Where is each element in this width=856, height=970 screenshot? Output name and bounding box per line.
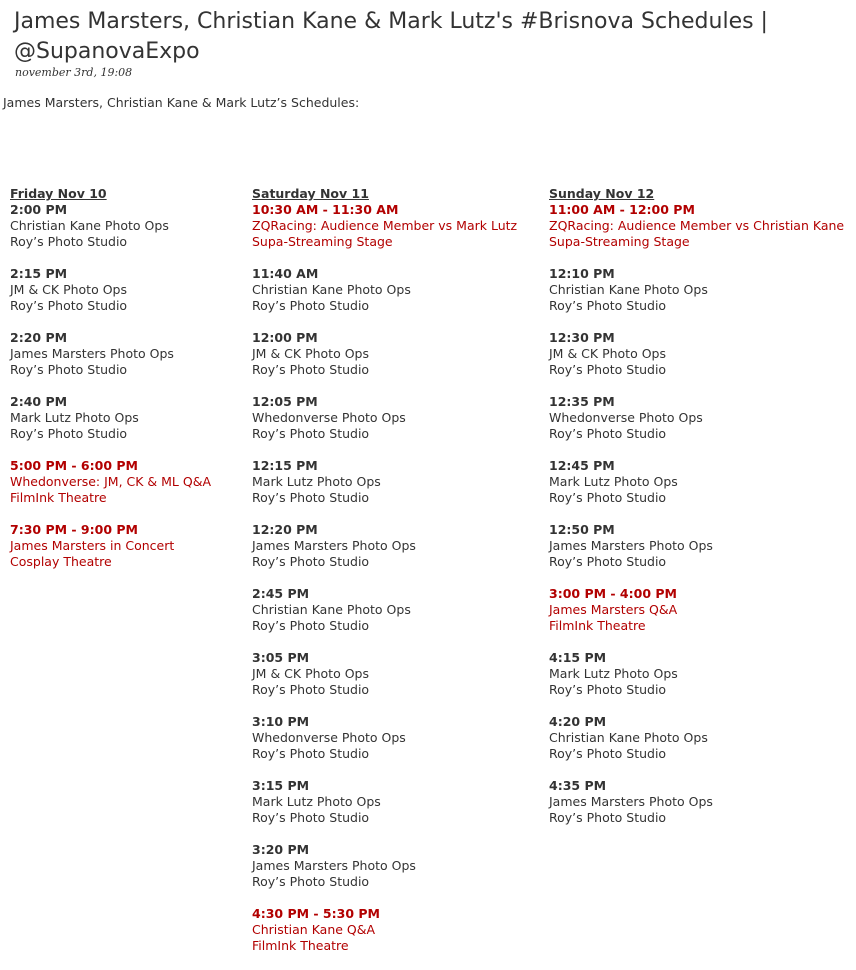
event-time: 4:15 PM (549, 650, 607, 665)
post-date: november 3rd, 19:08 (15, 66, 133, 79)
schedule-event (252, 522, 542, 570)
event-title: Christian Kane Q&A (252, 922, 376, 937)
day-header: Saturday Nov 11 (252, 186, 369, 201)
event-title: Whedonverse: JM, CK & ML Q&A (10, 474, 211, 489)
post-title[interactable]: James Marsters, Christian Kane & Mark Lutz's #Brisnova Schedules | @SupanovaExpo (14, 9, 768, 64)
event-location: FilmInk Theatre (252, 938, 349, 953)
event-location: Roy’s Photo Studio (10, 234, 128, 249)
event-time: 12:50 PM (549, 522, 615, 537)
schedule-event (549, 586, 849, 634)
event-location: Roy’s Photo Studio (252, 490, 370, 505)
event-title: JM & CK Photo Ops (549, 346, 666, 361)
event-time: 12:30 PM (549, 330, 615, 345)
schedule-column-sunday (549, 186, 849, 842)
event-time: 4:30 PM - 5:30 PM (252, 906, 380, 921)
schedule-event (252, 714, 542, 762)
event-title: Mark Lutz Photo Ops (252, 794, 381, 809)
event-location: Supa-Streaming Stage (252, 234, 393, 249)
event-title: Christian Kane Photo Ops (549, 730, 708, 745)
event-time: 12:15 PM (252, 458, 318, 473)
event-title: Christian Kane Photo Ops (252, 282, 411, 297)
event-location: Roy’s Photo Studio (549, 810, 667, 825)
event-time: 5:00 PM - 6:00 PM (10, 458, 138, 473)
intro-text: James Marsters, Christian Kane & Mark Lutz’s Schedules: (3, 95, 360, 110)
event-time: 3:00 PM - 4:00 PM (549, 586, 677, 601)
schedule-event (549, 650, 849, 698)
event-time: 12:05 PM (252, 394, 318, 409)
event-location: Roy’s Photo Studio (252, 746, 370, 761)
event-time: 12:45 PM (549, 458, 615, 473)
event-time: 3:20 PM (252, 842, 310, 857)
event-title: James Marsters Photo Ops (10, 346, 174, 361)
schedule-event (10, 266, 245, 314)
event-title: James Marsters Photo Ops (549, 538, 713, 553)
event-title: JM & CK Photo Ops (252, 346, 369, 361)
event-time: 12:10 PM (549, 266, 615, 281)
schedule-event (252, 906, 542, 954)
schedule-event (252, 202, 542, 250)
event-location: Roy’s Photo Studio (10, 426, 128, 441)
event-title: Christian Kane Photo Ops (10, 218, 169, 233)
event-time: 4:35 PM (549, 778, 607, 793)
event-location: Roy’s Photo Studio (549, 746, 667, 761)
event-title: Whedonverse Photo Ops (252, 410, 406, 425)
event-title: JM & CK Photo Ops (252, 666, 369, 681)
event-location: FilmInk Theatre (10, 490, 107, 505)
event-title: ZQRacing: Audience Member vs Mark Lutz (252, 218, 518, 233)
event-location: Roy’s Photo Studio (549, 554, 667, 569)
event-time: 12:20 PM (252, 522, 318, 537)
event-title: James Marsters Q&A (549, 602, 678, 617)
event-title: Mark Lutz Photo Ops (10, 410, 139, 425)
schedule-event (252, 586, 542, 634)
schedule-event (549, 394, 849, 442)
event-title: Whedonverse Photo Ops (252, 730, 406, 745)
schedule-event (549, 330, 849, 378)
event-location: Roy’s Photo Studio (10, 362, 128, 377)
event-title: Christian Kane Photo Ops (549, 282, 708, 297)
schedule-event (549, 522, 849, 570)
event-time: 12:00 PM (252, 330, 318, 345)
day-header: Friday Nov 10 (10, 186, 107, 201)
event-time: 11:00 AM - 12:00 PM (549, 202, 695, 217)
event-location: Roy’s Photo Studio (252, 426, 370, 441)
event-location: Roy’s Photo Studio (252, 874, 370, 889)
event-title: James Marsters Photo Ops (549, 794, 713, 809)
event-location: Roy’s Photo Studio (252, 682, 370, 697)
event-time: 10:30 AM - 11:30 AM (252, 202, 399, 217)
event-time: 2:15 PM (10, 266, 68, 281)
schedule-event (252, 394, 542, 442)
event-title: James Marsters Photo Ops (252, 538, 416, 553)
schedule-event (252, 650, 542, 698)
event-location: Roy’s Photo Studio (252, 810, 370, 825)
event-time: 4:20 PM (549, 714, 607, 729)
schedule-event (549, 778, 849, 826)
event-location: Roy’s Photo Studio (10, 298, 128, 313)
event-title: James Marsters in Concert (10, 538, 175, 553)
event-location: Roy’s Photo Studio (252, 362, 370, 377)
day-header: Sunday Nov 12 (549, 186, 655, 201)
event-time: 3:10 PM (252, 714, 310, 729)
event-location: Roy’s Photo Studio (252, 554, 370, 569)
event-location: Roy’s Photo Studio (549, 682, 667, 697)
event-time: 2:45 PM (252, 586, 310, 601)
event-location: Roy’s Photo Studio (549, 490, 667, 505)
schedule-event (10, 522, 245, 570)
schedule-column-friday (10, 186, 245, 586)
schedule-event (549, 714, 849, 762)
schedule-event (549, 266, 849, 314)
event-location: Roy’s Photo Studio (549, 362, 667, 377)
schedule-event (10, 330, 245, 378)
schedule-event (549, 458, 849, 506)
schedule-event (252, 778, 542, 826)
event-title: Christian Kane Photo Ops (252, 602, 411, 617)
schedule-event (252, 330, 542, 378)
schedule-event (252, 458, 542, 506)
event-time: 12:35 PM (549, 394, 615, 409)
event-location: FilmInk Theatre (549, 618, 646, 633)
event-time: 2:00 PM (10, 202, 68, 217)
event-title: James Marsters Photo Ops (252, 858, 416, 873)
event-time: 11:40 AM (252, 266, 319, 281)
schedule-event (10, 202, 245, 250)
schedule-event (252, 842, 542, 890)
schedule-event (10, 394, 245, 442)
event-time: 2:20 PM (10, 330, 68, 345)
schedule-column-saturday (252, 186, 542, 970)
event-time: 3:15 PM (252, 778, 310, 793)
event-title: Whedonverse Photo Ops (549, 410, 703, 425)
event-title: ZQRacing: Audience Member vs Christian Kane (549, 218, 845, 233)
event-title: JM & CK Photo Ops (10, 282, 127, 297)
event-location: Cosplay Theatre (10, 554, 112, 569)
event-title: Mark Lutz Photo Ops (252, 474, 381, 489)
event-location: Roy’s Photo Studio (252, 618, 370, 633)
event-time: 3:05 PM (252, 650, 310, 665)
schedule-event (10, 458, 245, 506)
schedule-event (252, 266, 542, 314)
event-location: Roy’s Photo Studio (549, 298, 667, 313)
event-title: Mark Lutz Photo Ops (549, 474, 678, 489)
schedule-event (549, 202, 849, 250)
event-title: Mark Lutz Photo Ops (549, 666, 678, 681)
event-location: Roy’s Photo Studio (549, 426, 667, 441)
event-time: 2:40 PM (10, 394, 68, 409)
event-time: 7:30 PM - 9:00 PM (10, 522, 138, 537)
event-location: Roy’s Photo Studio (252, 298, 370, 313)
event-location: Supa-Streaming Stage (549, 234, 690, 249)
